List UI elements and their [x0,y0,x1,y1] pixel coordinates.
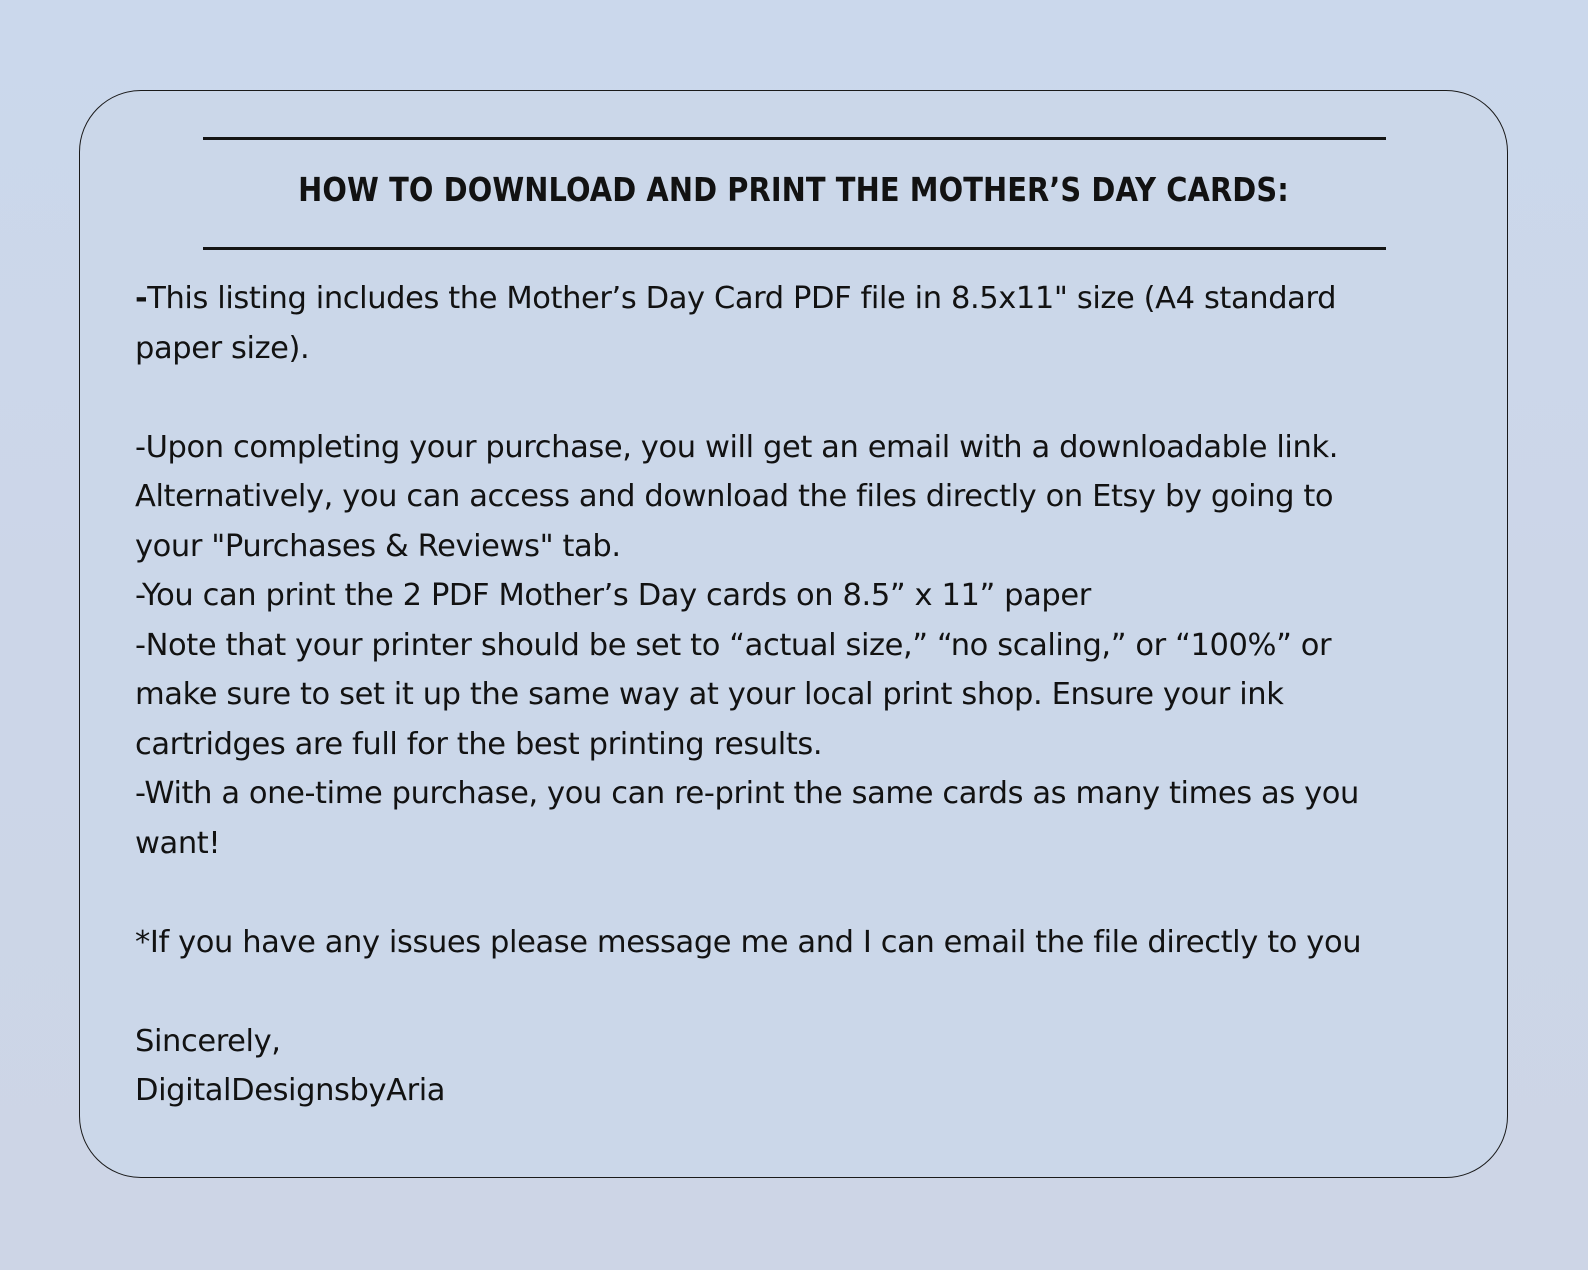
issues-note-line: *If you have any issues please message me and I can email the file directly to you [135,924,1362,960]
listing-info-line-2: paper size). [135,330,310,366]
purchase-info-line-1: -Upon completing your purchase, you will get an email with a downloadable link. [135,429,1338,465]
reprint-info-line-2: want! [135,825,221,861]
listing-info-dash: - [135,281,148,316]
page-title: HOW TO DOWNLOAD AND PRINT THE MOTHER’S DAY CARDS: [298,170,1289,209]
heading-bottom-rule [203,247,1386,250]
purchase-info-line-3: your "Purchases & Reviews" tab. [135,528,621,564]
printer-note-line-2: make sure to set it up the same way at your local print shop. Ensure your ink [135,677,1284,712]
print-info-line-1: -You can print the 2 PDF Mother’s Day cards on 8.5” x 11” paper [135,578,1091,613]
paragraph-spacer [135,868,1465,918]
heading-top-rule [203,137,1386,140]
instructions-body [135,274,1465,1116]
listing-info-line-1 [135,274,1465,324]
purchase-info-line-2: Alternatively, you can access and download the files directly on Etsy by going to [135,479,1334,514]
reprint-info-line-1: -With a one-time purchase, you can re-print the same cards as many times as you [135,776,1359,811]
paragraph-spacer [135,373,1465,423]
signoff-closing: Sincerely, [135,1023,281,1059]
signoff-signature: DigitalDesignsbyAria [135,1073,446,1108]
paragraph-spacer [135,967,1465,1017]
printer-note-line-3: cartridges are full for the best printing results. [135,726,823,762]
listing-info-text: This listing includes the Mother’s Day Card PDF file in 8.5x11" size (A4 standard [147,281,1337,316]
printer-note-line-1: -Note that your printer should be set to “actual size,” “no scaling,” or “100%” or [135,627,1332,663]
